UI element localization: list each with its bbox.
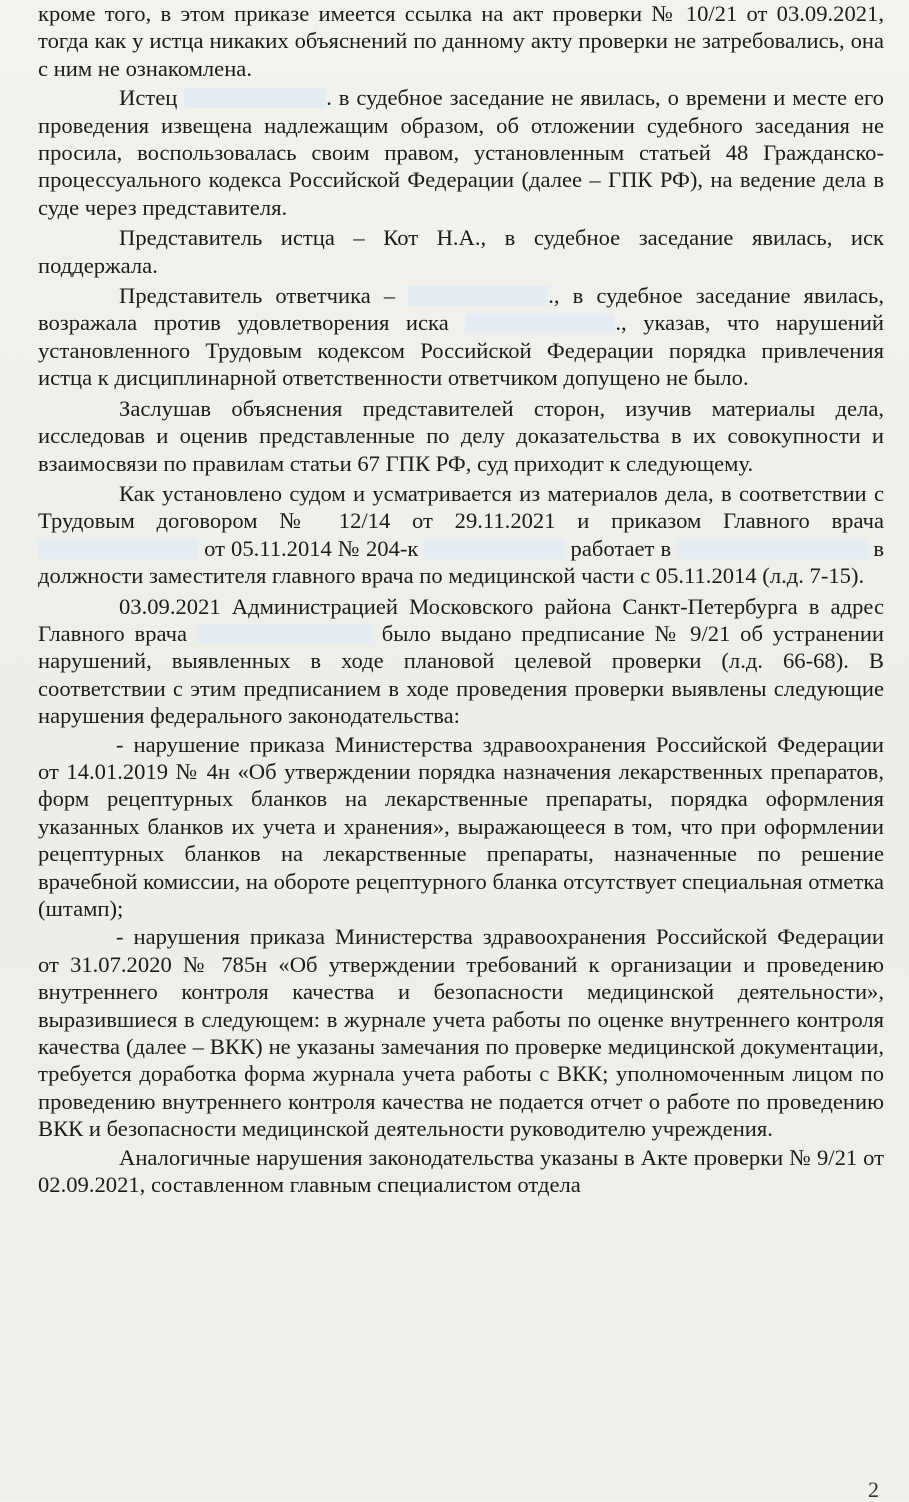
text-run: кроме того, в этом приказе имеется ссылка на акт проверки № 10/21 от 03.09.2021, тогда как у истца никаких объяснений по данному акту проверки не затребовались, она с ним не ознакомлена. — [38, 1, 884, 81]
text-run: Заслушав объяснения представителей сторон, изучив материалы дела, исследовав и оценив представленные по делу доказательства в их совокупности и взаимосвязи по правилам статьи 67 ГПК РФ, суд приходит к следующему. — [38, 395, 884, 476]
paragraph — [38, 395, 884, 477]
paragraph — [38, 480, 884, 590]
text-run: Представитель ответчика – — [119, 283, 409, 309]
text-run: было выдано предписание № 9/21 об устранении нарушений, выявленных в ходе плановой целевой проверки (л.д. 66-68). В соответствии с этим предписанием в ходе проведения проверки выявлены следующие нарушения федерального законодательства: — [38, 620, 884, 729]
text-run: . в судебное заседание не явилась, о времени и месте его проведения извещена надлежащим образом, об отложении судебного заседания не просила, воспользовалась своим правом, установленным статьей 48 Гражданско-процессуального кодекса Российской Федерации (далее – ГПК РФ), на ведение дела в суде через представителя. — [38, 85, 884, 220]
list-item — [38, 923, 884, 1142]
list-item — [38, 731, 884, 923]
redaction-mark — [197, 624, 372, 644]
paragraph — [38, 593, 884, 730]
text-run: в должности заместителя главного врача по медицинской части с 05.11.2014 (л.д. 7-15). — [38, 535, 884, 589]
redaction-mark — [424, 539, 564, 559]
text-run: Как установлено судом и усматривается из материалов дела, в соответствии с Трудовым договором № 12/14 от 29.11.2021 и приказом Главного врача — [38, 480, 884, 534]
redaction-mark — [408, 286, 548, 306]
paragraph — [38, 282, 884, 392]
redaction-mark — [677, 539, 867, 559]
paragraph — [38, 224, 884, 279]
text-run: Представитель истца – Кот Н.А., в судебное заседание явилась, иск поддержала. — [38, 225, 884, 278]
text-run: ., в судебное заседание явилась, возражала против удовлетворения иска — [38, 283, 884, 336]
text-run: ., указав, что нарушений установленного Трудовым кодексом Российской Федерации порядка привлечения истца к дисциплинарной ответственности ответчиком допущено не было. — [38, 310, 884, 391]
document-text — [38, 0, 884, 1198]
paragraph — [38, 0, 884, 82]
text-run: - нарушения приказа Министерства здравоохранения Российской Федерации от 31.07.2020 № 785н «Об утверждении требований к организации и проведению внутреннего контроля качества и безопасности медицинской деятельности», выразившиеся в следующем: в журнале учета работы по оценке внутреннего контроля качества (далее – ВКК) не указаны замечания по проверке медицинской документации, требуется доработка форма журнала учета работы с ВКК; уполномоченным лицом по проведению внутреннего контроля качества не подается отчет о работе по проведению ВКК и безопасности медицинской деятельности руководителю учреждения. — [38, 924, 884, 1142]
text-run: от 05.11.2014 № 204-к — [198, 535, 425, 561]
text-run: Аналогичные нарушения законодательства указаны в Акте проверки № 9/21 от 02.09.2021, составленном главным специалистом отдела — [38, 1144, 884, 1198]
text-run: 03.09.2021 Администрацией Московского района Санкт-Петербурга в адрес Главного врача — [38, 593, 884, 646]
redaction-mark — [38, 539, 198, 559]
text-run: - нарушение приказа Министерства здравоохранения Российской Федерации от 14.01.2019 № 4н «Об утверждении порядка назначения лекарственных препаратов, форм рецептурных бланков на лекарственные препараты, порядка оформления указанных бланков их учета и хранения», выражающееся в том, что при оформлении рецептурных бланков на лекарственные препараты, назначенные по решение врачебной комиссии, на обороте рецептурного бланка отсутствует специальная отметка (штамп); — [38, 731, 884, 921]
redaction-mark — [465, 313, 615, 333]
paragraph — [38, 84, 884, 221]
paragraph — [38, 1144, 884, 1199]
text-run: Истец — [119, 85, 185, 111]
redaction-mark — [184, 88, 326, 108]
page-number: 2 — [868, 1477, 879, 1502]
text-run: работает в — [564, 535, 678, 561]
